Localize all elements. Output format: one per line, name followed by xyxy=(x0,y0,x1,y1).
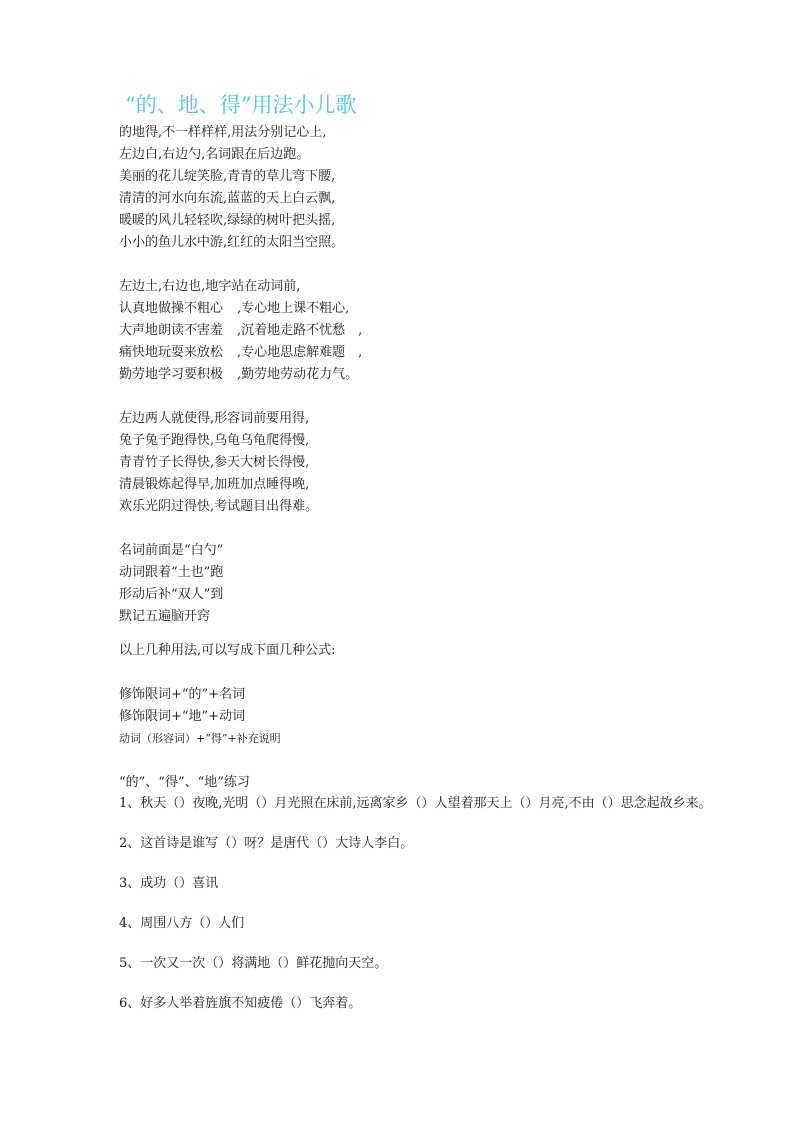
text-line: 欢乐光阴过得快,考试题目出得难。 xyxy=(119,499,319,514)
text-line: 勤劳地学习要积极 ,勤劳地劳动花力气。 xyxy=(119,367,359,382)
exercise-item: 4、周围八方（）人们 xyxy=(119,916,245,931)
exercise-item: 3、成功（）喜讯 xyxy=(119,876,219,891)
exercise-item: 2、这首诗是谁写（）呀？是唐代（）大诗人李白。 xyxy=(119,836,414,851)
formula-intro: 以上几种用法,可以写成下面几种公式: xyxy=(119,643,336,658)
exercise-title: “的”、“得”、“地”练习 xyxy=(119,775,250,790)
formula-line: 修饰限词+“的”+名词 xyxy=(119,687,246,702)
stanza-de xyxy=(119,122,759,254)
exercise-list xyxy=(119,794,759,1014)
stanza-di xyxy=(119,276,759,386)
text-line: 认真地做操不粗心 ,专心地上课不粗心, xyxy=(119,301,350,316)
exercise-item: 5、一次又一次（）将满地（）鲜花抛向天空。 xyxy=(119,956,388,971)
text-line: 大声地朗读不害羞 ,沉着地走路不忧愁 , xyxy=(119,323,363,338)
text-line: 左边土,右边也,地字站在动词前, xyxy=(119,279,301,294)
text-line: 左边白,右边勺,名词跟在后边跑。 xyxy=(119,147,310,162)
text-line: 左边两人就使得,形容词前要用得, xyxy=(119,411,310,426)
text-line: 美丽的花儿绽笑脸,青青的草儿弯下腰, xyxy=(119,169,336,184)
text-line: 名词前面是“白勺” xyxy=(119,543,224,558)
exercise-item: 6、好多人举着旌旗不知疲倦（）飞奔着。 xyxy=(119,996,362,1011)
text-line: 清清的河水向东流,蓝蓝的天上白云飘, xyxy=(119,191,336,206)
text-line: 默记五遍脑开窍 xyxy=(119,609,211,624)
text-line: 兔子兔子跑得快,乌龟乌龟爬得慢, xyxy=(119,433,310,448)
text-line: 形动后补“双人”到 xyxy=(119,587,224,602)
text-line: 清晨锻炼起得早,加班加点睡得晚, xyxy=(119,477,310,492)
text-line: 痛快地玩耍来放松 ,专心地思虑解难题 , xyxy=(119,345,363,360)
formula-line: 动词（形容词）+“得”+补充说明 xyxy=(119,732,281,745)
stanza-de2 xyxy=(119,408,759,518)
exercise-item: 1、秋天（）夜晚,光明（）月光照在床前,远离家乡（）人望着那天上（）月亮,不由（）思念起故乡来。 xyxy=(119,796,712,811)
page-title: “的、地、得”用法小儿歌 xyxy=(125,93,357,117)
document-page xyxy=(119,92,759,1014)
text-line: 动词跟着“土也”跑 xyxy=(119,565,224,580)
text-line: 的地得,不一样样样,用法分别记心上, xyxy=(119,125,327,140)
text-line: 小小的鱼儿水中游,红红的太阳当空照。 xyxy=(119,235,345,250)
formula-line: 修饰限词+“地”+动词 xyxy=(119,709,246,724)
text-line: 暖暖的风儿轻轻吹,绿绿的树叶把头摇, xyxy=(119,213,336,228)
stanza-summary xyxy=(119,540,759,628)
formula-list xyxy=(119,684,759,750)
text-line: 青青竹子长得快,参天大树长得慢, xyxy=(119,455,310,470)
